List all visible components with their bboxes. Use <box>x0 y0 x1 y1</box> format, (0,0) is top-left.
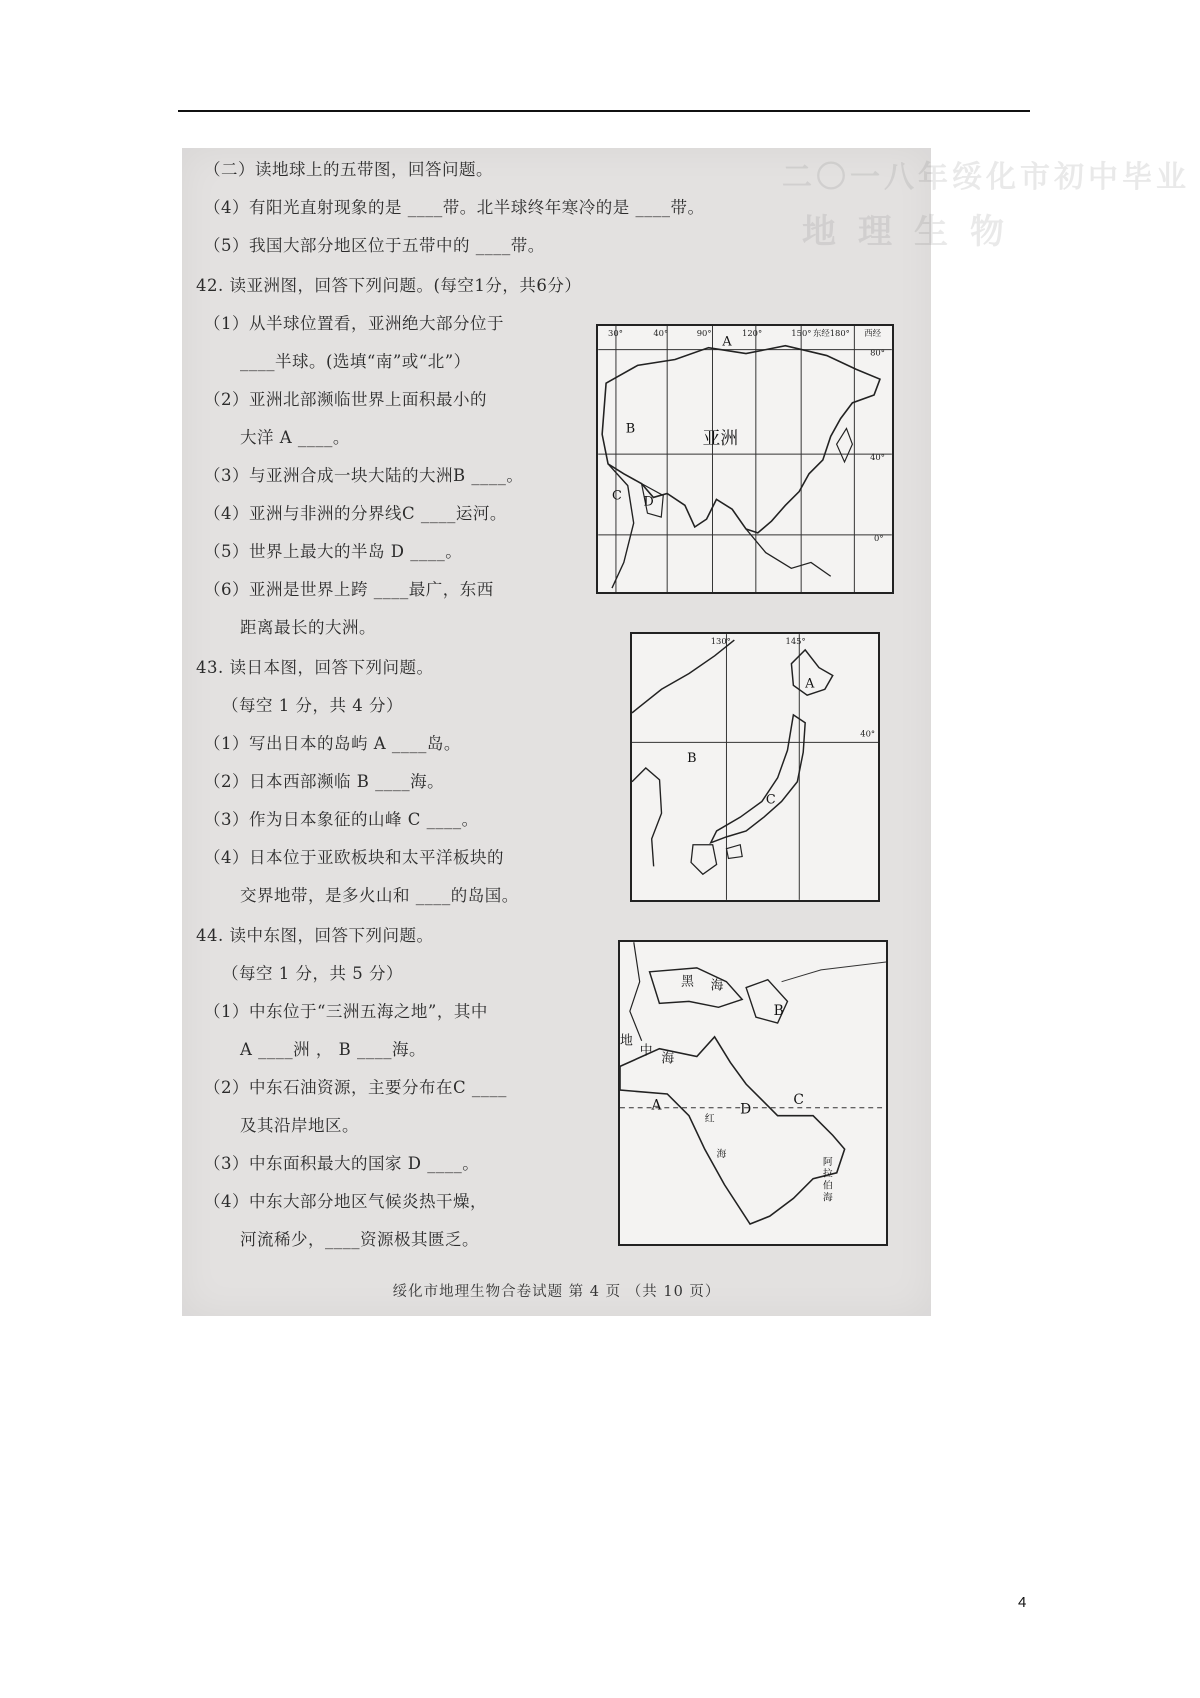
question-line: （4）中东大部分地区气候炎热干燥， <box>204 1192 487 1211</box>
lon-label: 西经 <box>864 327 881 338</box>
map-marker-a: A <box>722 334 732 350</box>
sea-label: 海 <box>716 1149 727 1161</box>
question-line: （1）中东位于“三洲五海之地”，其中 <box>204 1002 488 1021</box>
bleed-through-text: 二〇一八年绥化市初中毕业 <box>782 160 1190 195</box>
sea-label: 海 <box>710 978 724 994</box>
asia-label: 亚洲 <box>702 429 739 450</box>
map-marker-c: C <box>765 792 776 808</box>
lon-label: 90° <box>696 327 712 338</box>
question-line: （2）日本西部濒临 B ____海。 <box>204 772 445 791</box>
map-marker-c: C <box>793 1091 804 1108</box>
lon-label: 145° <box>785 636 806 646</box>
sea-label: 伯 <box>822 1180 833 1192</box>
question-line: （4）日本位于亚欧板块和太平洋板块的 <box>204 848 504 867</box>
question-line: 河流稀少，____资源极其匮乏。 <box>240 1230 479 1249</box>
lon-label: 东经180° <box>812 327 850 338</box>
map-marker-b: B <box>773 1003 784 1020</box>
page-number: 4 <box>1018 1594 1027 1611</box>
question-line: （3）中东面积最大的国家 D ____。 <box>204 1154 480 1173</box>
map-marker-d: D <box>643 494 654 510</box>
header-rule <box>178 110 1030 112</box>
question-heading: 44. 读中东图，回答下列问题。 <box>196 926 434 945</box>
question-line: A ____洲 ， B ____海。 <box>240 1040 427 1059</box>
asia-map-lon-labels <box>608 328 882 338</box>
question-line: 交界地带，是多火山和 ____的岛国。 <box>240 886 519 905</box>
lon-label: 30° <box>608 327 623 338</box>
question-line: （3）与亚洲合成一块大陆的大洲B ____。 <box>204 466 524 485</box>
exam-footer: 绥化市地理生物合卷试题 第 4 页 （共 10 页） <box>392 1284 721 1300</box>
question-line: （2）中东石油资源，主要分布在C ____ <box>204 1078 507 1097</box>
map-marker-b: B <box>687 751 697 767</box>
lon-label: 130° <box>710 636 731 646</box>
asia-map <box>596 324 894 594</box>
question-line: （5）世界上最大的半岛 D ____。 <box>204 542 463 561</box>
question-line: （5）我国大部分地区位于五带中的 ____带。 <box>204 236 545 255</box>
question-line: （二）读地球上的五带图，回答问题。 <box>204 160 493 179</box>
map-marker-c: C <box>612 488 622 504</box>
japan-map <box>630 632 880 902</box>
sea-label: 拉 <box>822 1168 833 1180</box>
map-marker-a: A <box>651 1097 662 1114</box>
question-line: ____半球。(选填“南”或“北”） <box>240 352 471 371</box>
question-line: 及其沿岸地区。 <box>240 1116 359 1135</box>
question-line: （每空 1 分，共 4 分） <box>222 696 403 715</box>
lat-label: 0° <box>874 532 884 543</box>
question-line: （4）亚洲与非洲的分界线C ____运河。 <box>204 504 507 523</box>
sea-label: 地 <box>620 1033 633 1049</box>
sea-label: 海 <box>822 1192 833 1204</box>
sea-label: 黑 <box>681 974 694 990</box>
question-line: （3）作为日本象征的山峰 C ____。 <box>204 810 479 829</box>
question-heading: 42. 读亚洲图，回答下列问题。(每空1分，共6分） <box>196 276 582 295</box>
question-line: （2）亚洲北部濒临世界上面积最小的 <box>204 390 487 409</box>
lon-label: 120° <box>742 327 763 338</box>
middle-east-map <box>618 940 888 1246</box>
lon-label: 40° <box>653 327 669 338</box>
question-line: 距离最长的大洲。 <box>240 618 376 637</box>
sea-label: 中 <box>639 1043 653 1059</box>
map-marker-a: A <box>805 676 815 692</box>
question-line: （1）写出日本的岛屿 A ____岛。 <box>204 734 461 753</box>
sea-label: 海 <box>661 1051 675 1067</box>
lon-label: 150° <box>791 327 812 338</box>
question-line: （1）从半球位置看，亚洲绝大部分位于 <box>204 314 504 333</box>
question-line: （4）有阳光直射现象的是 ____带。北半球终年寒冷的是 ____带。 <box>204 198 705 217</box>
bleed-through-text: 地理生物 <box>802 212 1026 252</box>
lat-label: 40° <box>860 728 876 739</box>
sea-label: 红 <box>704 1113 715 1125</box>
lat-label: 40° <box>870 451 885 462</box>
sea-label: 阿 <box>822 1156 833 1168</box>
map-marker-b: B <box>625 421 636 437</box>
question-heading: 43. 读日本图，回答下列问题。 <box>196 658 434 677</box>
question-line: （6）亚洲是世界上跨 ____最广，东西 <box>204 580 494 599</box>
question-line: 大洋 A ____。 <box>240 428 350 447</box>
question-line: （每空 1 分，共 5 分） <box>222 964 403 983</box>
lat-label: 80° <box>870 347 885 358</box>
scanned-exam-page <box>182 148 1190 1316</box>
map-marker-d: D <box>740 1101 752 1118</box>
